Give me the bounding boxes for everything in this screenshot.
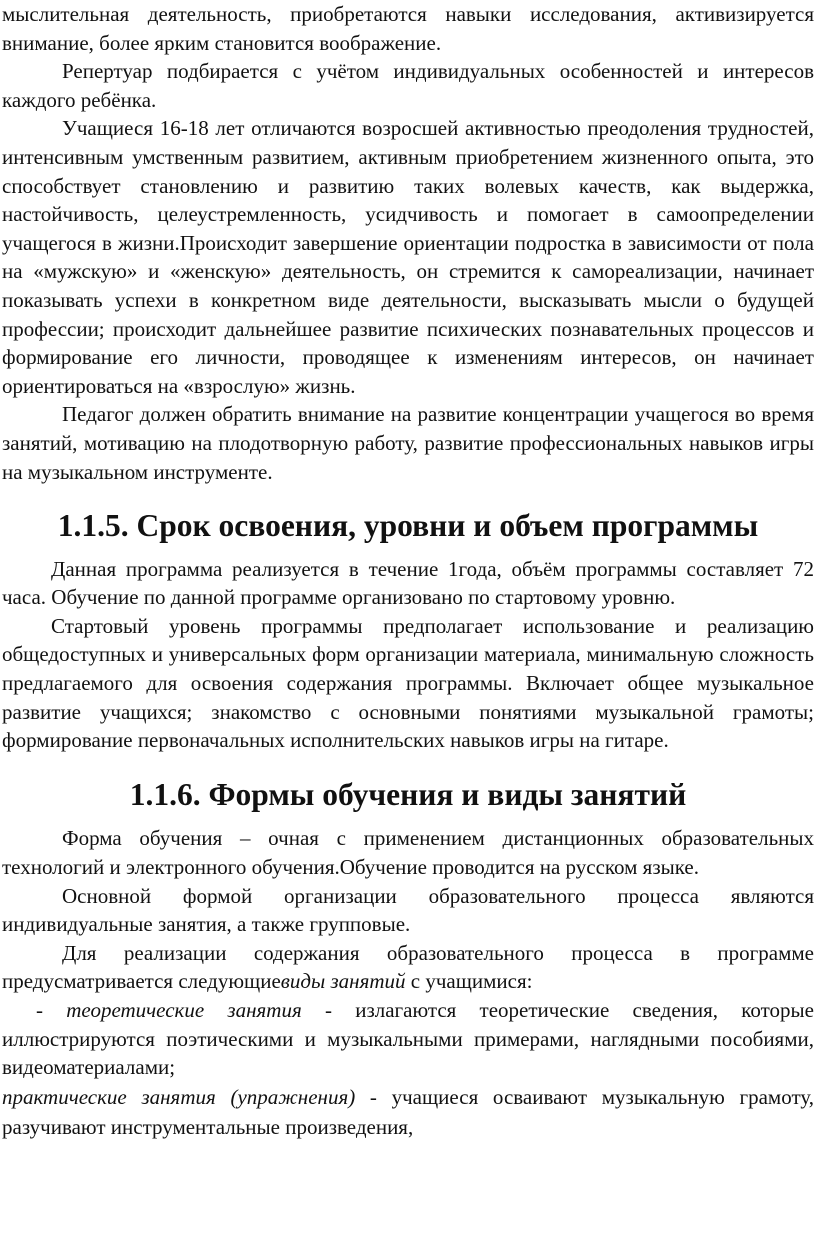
heading-1-1-6: 1.1.6. Формы обучения и виды занятий [129, 776, 687, 812]
practical-text: - учащиеся осваивают музыкальную грамоту, разучивают инструментальные произведения, [2, 1084, 814, 1139]
lesson-types-text-end: с учащимися: [405, 969, 533, 994]
heading-1-1-5: 1.1.5. Срок освоения, уровни и объем программы [57, 508, 759, 544]
paragraph-main-form: Основной формой организации образовательного процесса являются индивидуальные занятия, а также групповые. [2, 883, 814, 937]
theoretical-text: излагаются теоретические сведения, которые иллюстрируются поэтическими и музыкальными примерами, наглядными пособиями, видеоматериалами; [2, 998, 814, 1080]
paragraph-students-16-18: Учащиеся 16-18 лет отличаются возросшей активностью преодоления трудностей, интенсивным умственным развитием, активным приобретением жизненного опыта, это способствует становлению и развитию таких волевых качеств, как выдержка, настойчивость, целеустремленность, усидчивость и помогает в самоопределении учащегося в жизни.Происходит завершение ориентации подростка в зависимости от пола на «мужскую» и «женскую» деятельность, он стремится к самореализации, начинает показывать успехи в конкретном виде деятельности, высказывать мысли о будущей профессии; происходит дальнейшее развитие психических познавательных процессов и формирование его личности, проводящее к изменениям интересов, он начинает ориентироваться на «взрослую» жизнь. [2, 116, 814, 398]
paragraph-lesson-types [2, 939, 814, 996]
list-item-theoretical [2, 996, 814, 1082]
paragraph-repertoire: Репертуар подбирается с учётом индивидуальных особенностей и интересов каждого ребёнка. [2, 59, 814, 112]
lesson-types-text-start: Для реализации содержания образовательного процесса в программе предусматривается следующие [2, 940, 814, 994]
theoretical-label: теоретические занятия - [66, 998, 332, 1022]
paragraph-form-of-study: Форма обучения – очная с применением дистанционных образовательных технологий и электронного обучения.Обучение проводится на русском языке. [2, 826, 814, 880]
list-dash: - [36, 998, 67, 1022]
paragraph-continuation: мыслительная деятельность, приобретаются навыки исследования, активизируется внимание, более ярким становится воображение. [2, 2, 814, 55]
lesson-types-italic: виды занятий [280, 969, 406, 994]
paragraph-start-level: Стартовый уровень программы предполагает использование и реализацию общедоступных и универсальных форм организации материала, минимальную сложность предлагаемого для освоения содержания программы. Включает общее музыкальное развитие учащихся; знакомство с основными понятиями музыкальной грамоты; формирование первоначальных исполнительских навыков игры на гитаре. [2, 613, 814, 753]
practical-label: практические занятия (упражнения) [2, 1084, 356, 1109]
paragraph-program-duration: Данная программа реализуется в течение 1года, объём программы составляет 72 часа. Обучение по данной программе организовано по стартовому уровню. [2, 556, 814, 610]
paragraph-teacher: Педагог должен обратить внимание на развитие концентрации учащегося во время занятий, мотивацию на плодотворную работу, развитие профессиональных навыков игры на музыкальном инструменте. [2, 402, 814, 484]
list-item-practical [2, 1082, 814, 1142]
